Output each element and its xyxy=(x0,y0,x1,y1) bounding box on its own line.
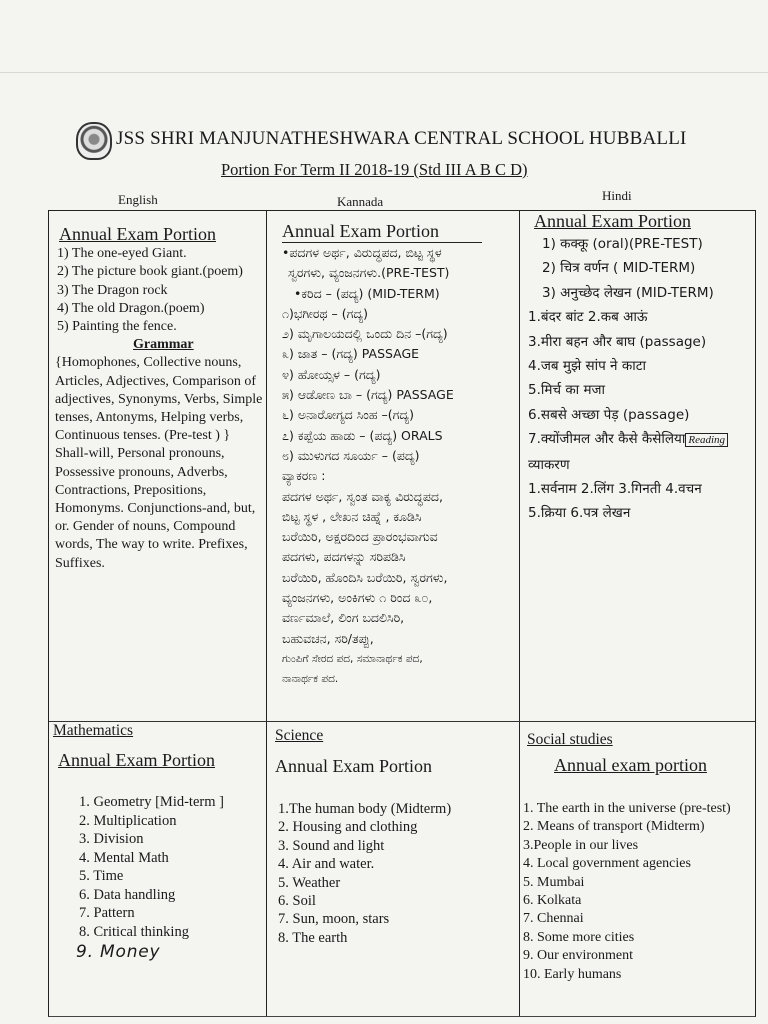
list-item: ೬) ಅನಾರೋಗ್ಯದ ಸಿಂಹ –(ಗದ್ಯ) xyxy=(282,407,415,423)
list-item: 4) The old Dragon.(poem) xyxy=(57,300,205,316)
english-lessons xyxy=(55,245,263,336)
science-cell xyxy=(278,800,508,947)
list-item: 9. Our environment xyxy=(523,948,634,964)
list-item: ಪದಗಳು, ಪದಗಳನ್ನು ಸರಿಪಡಿಸಿ xyxy=(282,549,406,565)
list-item: 3) अनुच्छेद लेखन (MID-TERM) xyxy=(542,284,714,301)
list-item: 5) Painting the fence. xyxy=(57,319,177,335)
list-item: 3.मीरा बहन और बाघ (passage) xyxy=(528,333,707,350)
list-item: ೫) ಆಡೋಣ ಬಾ – (ಗದ್ಯ) PASSAGE xyxy=(282,387,454,403)
hindi-cell xyxy=(528,210,763,526)
list-item: ವ್ಯಂಜನಗಳು, ಅಂಕಿಗಳು ೧ ರಿಂದ ೩೦, xyxy=(282,590,433,606)
list-item: 5. Mumbai xyxy=(523,874,585,890)
list-item: 3. Sound and light xyxy=(278,837,385,854)
list-item: 7. Sun, moon, stars xyxy=(278,911,390,928)
list-item: 2) The picture book giant.(poem) xyxy=(57,264,243,280)
list-item: 2. Means of transport (Midterm) xyxy=(523,819,705,835)
list-item: ಪದಗಳ ಅರ್ಥ, ಸ್ವಂತ ವಾಕ್ಯ ವಿರುದ್ಧಪದ, xyxy=(282,488,443,504)
list-item: 2. Housing and clothing xyxy=(278,819,418,836)
list-item: 1.बंदर बांट 2.कब आऊं xyxy=(528,309,648,326)
list-item: 6. Soil xyxy=(278,893,316,910)
list-item: 6. Kolkata xyxy=(523,893,582,909)
table-divider xyxy=(519,211,520,1016)
list-item: 4. Local government agencies xyxy=(523,856,691,872)
list-item: 5. Weather xyxy=(278,874,341,891)
column-heading-kannada: Kannada xyxy=(337,194,384,209)
portion-title: Portion For Term II 2018-19 (Std III A B C D) xyxy=(221,160,528,179)
list-item: 1. Geometry [Mid-term ] xyxy=(79,794,224,810)
list-item: 4. Mental Math xyxy=(79,849,169,866)
list-item: 8. Critical thinking xyxy=(79,923,189,940)
column-heading-english: English xyxy=(118,192,158,207)
list-item: 4.जब मुझे सांप ने काटा xyxy=(528,358,646,375)
list-item: ೧)ಭಗೀರಥ – (ಗದ್ಯ) xyxy=(282,305,369,321)
list-item: 2. Multiplication xyxy=(79,812,177,829)
reading-stamp: Reading xyxy=(685,433,728,447)
list-item: ಬರೆಯಿರಿ, ಹೊಂದಿಸಿ ಬರೆಯಿರಿ, ಸ್ವರಗಳು, xyxy=(282,569,448,585)
list-item: 8. Some more cities xyxy=(523,929,635,945)
social-studies-cell xyxy=(523,800,755,984)
list-item: ೩) ಜಾತ – (ಗದ್ಯ) PASSAGE xyxy=(282,346,420,362)
list-item: ನಾನಾರ್ಥಕ ಪದ. xyxy=(282,673,339,686)
list-item: 5. Time xyxy=(79,868,124,884)
subject-social-studies: Social studies xyxy=(527,731,613,748)
list-item: ಬಹುವಚನ, ಸರಿ/ತಪ್ಪು, xyxy=(282,630,374,646)
list-item: ೮) ಮುಳುಗದ ಸೂರ್ಯ – (ಪದ್ಯ) xyxy=(282,447,420,463)
list-item: ಬಿಟ್ಟ ಸ್ಥಳ , ಲೇಖನ ಚಿಹ್ನೆ , ಕೂಡಿಸಿ xyxy=(282,508,422,524)
list-item: 1) कक्कू (oral)(PRE-TEST) xyxy=(542,236,703,252)
english-grammar-pretest: {Homophones, Collective nouns, Articles, Adjectives, Comparison of adjectives, Synonyms, Verbs, Simple tenses, Antonyms, Helping verbs, Continuous tenses. (Pre-test ) } xyxy=(55,355,263,444)
list-item: ವರ್ಣಮಾಲೆ, ಲಿಂಗ ಬದಲಿಸಿರಿ, xyxy=(282,610,405,626)
list-item: ೭) ಕಪ್ಪೆಯ ಹಾಡು – (ಪದ್ಯ) ORALS xyxy=(282,427,443,443)
list-item: ಸ್ವರಗಳು, ವ್ಯಂಜನಗಳು.(PRE-TEST) xyxy=(288,265,450,281)
table-divider xyxy=(49,721,755,722)
list-item: 6.सबसे अच्छा पेड़ (passage) xyxy=(528,406,690,423)
list-item: 3) The Dragon rock xyxy=(57,282,168,298)
english-cell xyxy=(55,225,263,573)
page-fold-line xyxy=(0,72,768,73)
list-item: 10. Early humans xyxy=(523,966,622,982)
social-studies-heading: Annual exam portion xyxy=(554,755,707,775)
list-item: 8. The earth xyxy=(278,929,348,946)
mathematics-cell xyxy=(76,793,269,962)
hindi-heading: Annual Exam Portion xyxy=(534,211,691,231)
list-item: 1) The one-eyed Giant. xyxy=(57,246,187,262)
list-item: 7. Pattern xyxy=(79,905,135,921)
list-item: 3.People in our lives xyxy=(523,837,639,853)
kannada-heading: Annual Exam Portion xyxy=(282,220,482,243)
list-item: •ಪದಗಳ ಅರ್ಥ, ವಿರುದ್ಧಪದ, ಬಿಟ್ಟ ಸ್ಥಳ xyxy=(282,245,442,260)
list-item: 1.सर्वनाम 2.लिंग 3.गिनती 4.वचन xyxy=(528,481,702,498)
list-item: 1. The earth in the universe (pre-test) xyxy=(523,801,731,816)
list-item: 2) चित्र वर्णन ( MID-TERM) xyxy=(542,260,696,277)
list-item xyxy=(528,427,763,452)
list-item: 3. Division xyxy=(79,831,144,847)
list-item: 5.क्रिया 6.पत्र लेखन xyxy=(528,505,631,522)
kannada-grammar-title: ವ್ಯಾಕರಣ : xyxy=(282,468,326,484)
subject-science: Science xyxy=(275,727,324,744)
column-heading-hindi: Hindi xyxy=(602,188,632,203)
english-heading: Annual Exam Portion xyxy=(59,224,216,244)
hindi-grammar-title: व्याकरण xyxy=(528,456,570,473)
list-item: 6. Data handling xyxy=(79,886,176,903)
english-grammar-title: Grammar xyxy=(133,337,194,353)
list-item: ಗುಂಪಿಗೆ ಸೇರದ ಪದ, ಸಮಾನಾರ್ಥಕ ಪದ, xyxy=(282,652,423,665)
list-item: 5.मिर्च का मजा xyxy=(528,382,606,399)
school-header xyxy=(74,122,714,162)
list-item: ೨) ಮೃಗಾಲಯದಲ್ಲಿ ಒಂದು ದಿನ –(ಗದ್ಯ) xyxy=(282,326,448,342)
kannada-cell xyxy=(282,220,518,690)
science-heading: Annual Exam Portion xyxy=(275,756,432,776)
list-item: •ಕರಿದ – (ಪದ್ಯ) (MID-TERM) xyxy=(294,285,440,301)
english-grammar-rest: Shall-will, Personal pronouns, Possessive pronouns, Adverbs, Contractions, Prepositions, Homonyms. Conjunctions-and, but, or. Gender of nouns, Compound words, The way to write. Prefixes, Suffixes. xyxy=(55,446,256,571)
list-item: ೪) ಹೋಯ್ಸಳ – (ಗದ್ಯ) xyxy=(282,366,381,382)
subject-mathematics: Mathematics xyxy=(53,722,134,739)
handwritten-item: 9. Money xyxy=(76,942,161,962)
mathematics-heading: Annual Exam Portion xyxy=(58,750,215,770)
list-item: 1.The human body (Midterm) xyxy=(278,801,452,817)
list-item: 4. Air and water. xyxy=(278,856,375,873)
school-name: JSS SHRI MANJUNATHESHWARA CENTRAL SCHOOL HUBBALLI xyxy=(116,128,687,149)
list-item-text: 7.क्योंजीमल और कैसे कैसेलिया xyxy=(528,431,686,448)
school-logo-icon xyxy=(76,122,112,160)
list-item: ಬರೆಯಿರಿ, ಅಕ್ಷರದಿಂದ ಪ್ರಾರಂಭವಾಗುವ xyxy=(282,529,438,545)
list-item: 7. Chennai xyxy=(523,911,584,927)
